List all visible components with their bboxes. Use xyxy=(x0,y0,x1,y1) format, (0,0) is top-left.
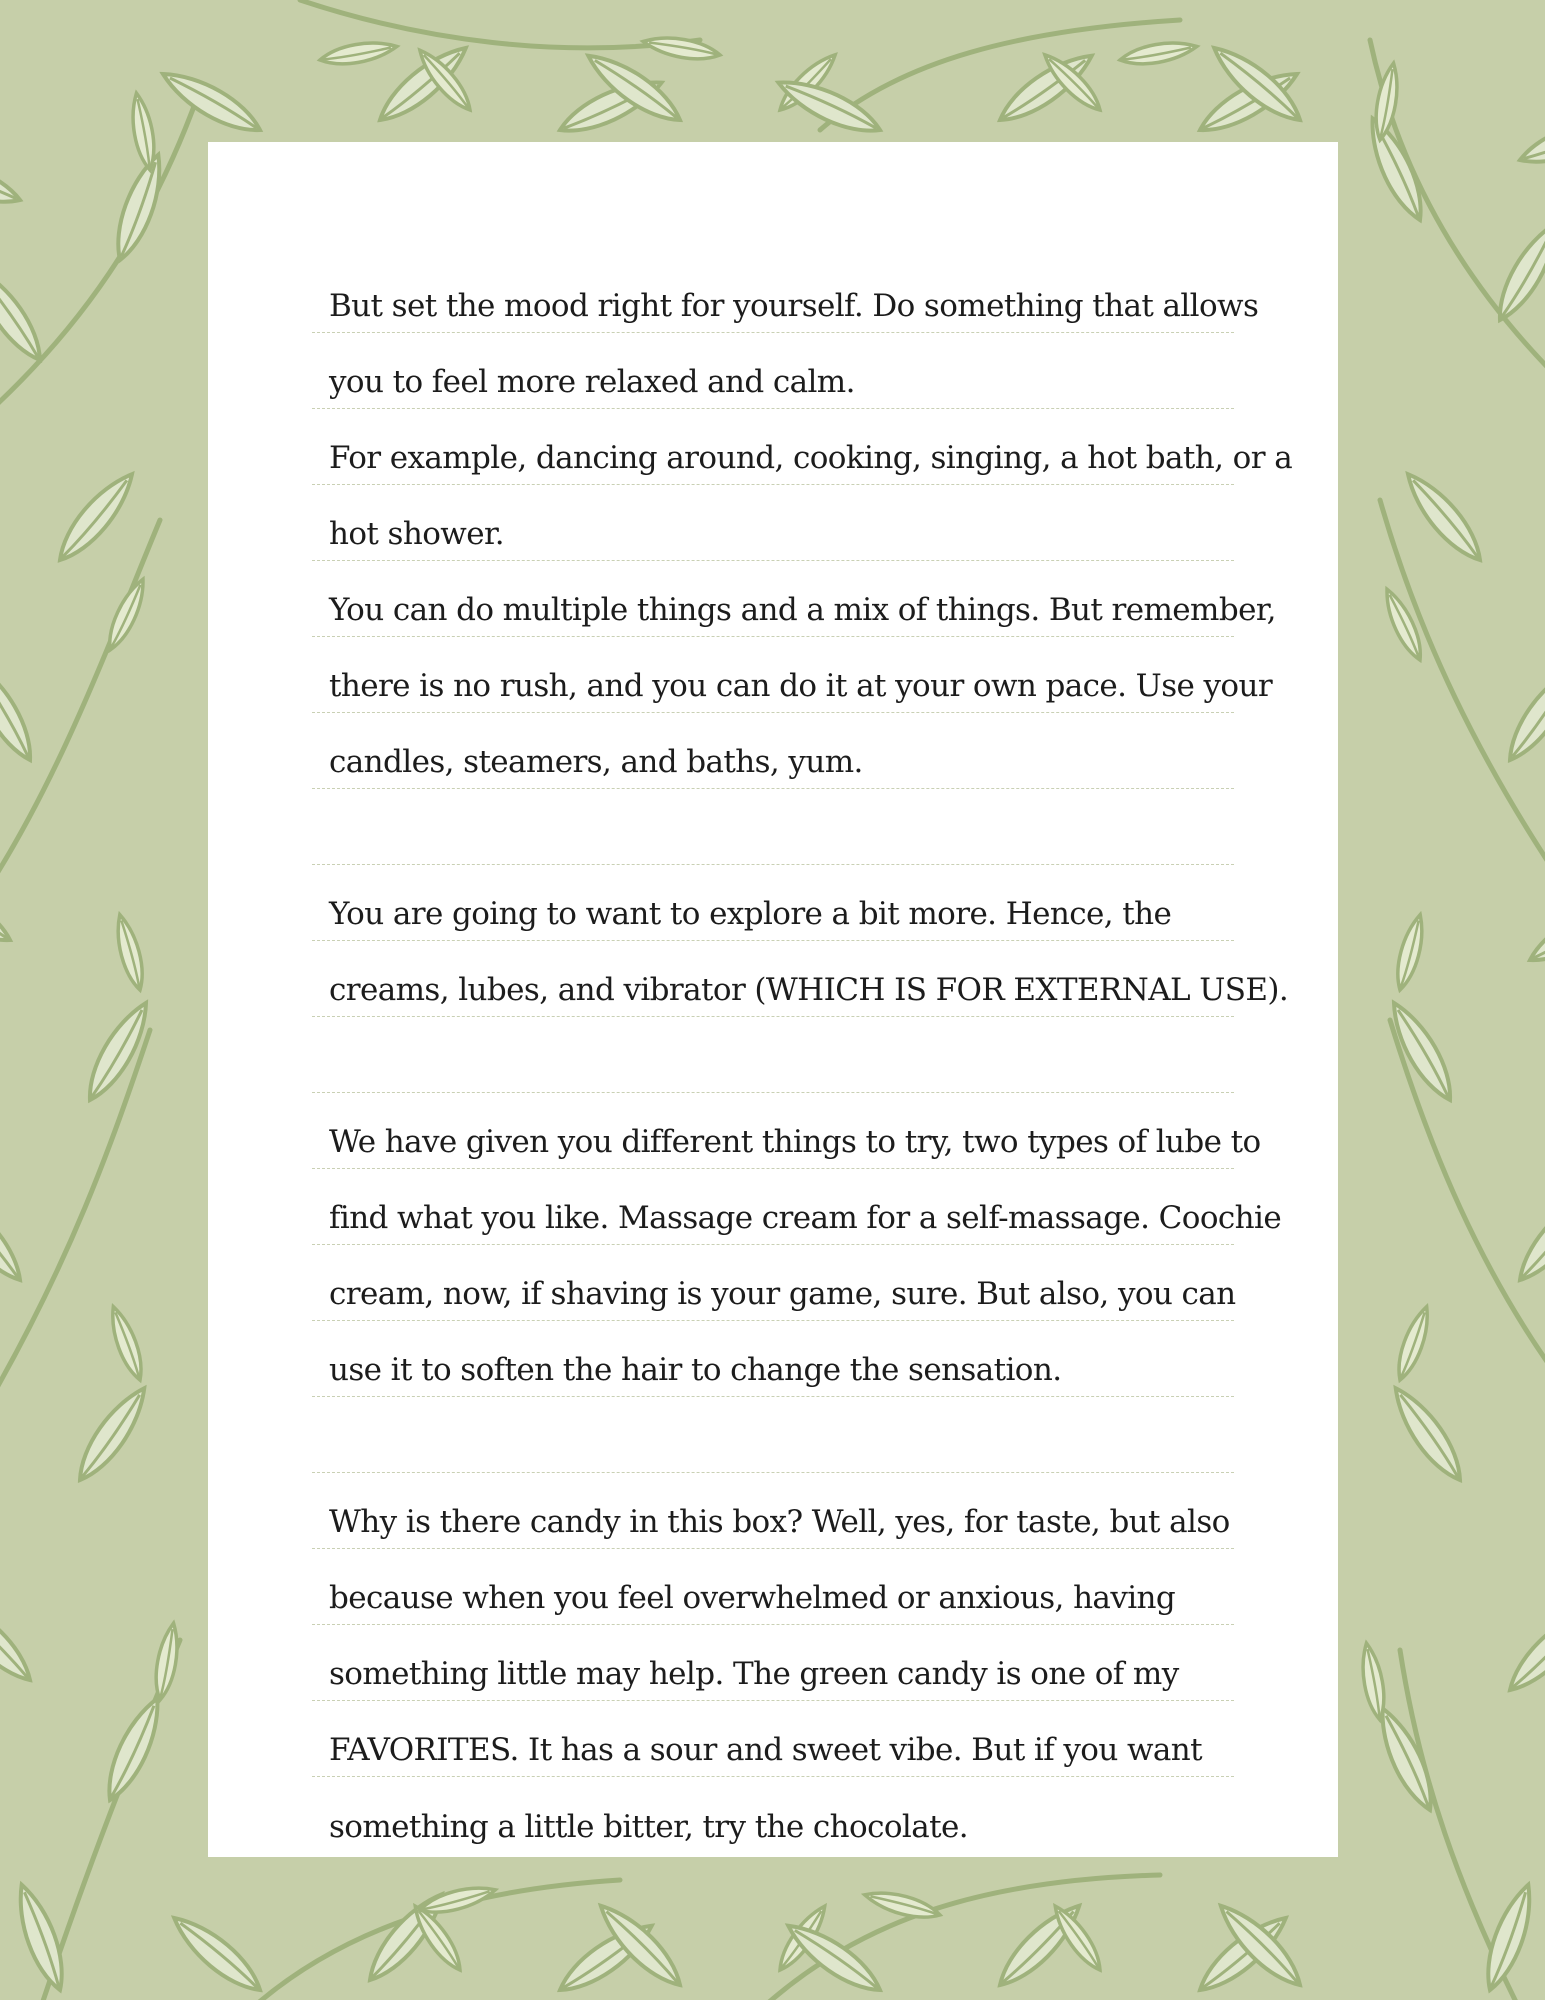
line-text: because when you feel overwhelmed or anxious, having xyxy=(329,1580,1176,1616)
line-text: Why is there candy in this box? Well, yes, for taste, but also xyxy=(329,1504,1230,1540)
text-line xyxy=(312,1473,1234,1549)
line-text: But set the mood right for yourself. Do something that allows xyxy=(329,288,1259,324)
line-text: For example, dancing around, cooking, singing, a hot bath, or a xyxy=(329,440,1293,476)
line-text: use it to soften the hair to change the sensation. xyxy=(329,1352,1062,1388)
text-line xyxy=(312,1017,1234,1093)
line-text: you to feel more relaxed and calm. xyxy=(329,364,855,400)
text-line xyxy=(312,1625,1234,1701)
text-line xyxy=(312,409,1293,485)
line-text: find what you like. Massage cream for a self-massage. Coochie xyxy=(329,1200,1282,1236)
line-text: You are going to want to explore a bit more. Hence, the xyxy=(329,896,1172,932)
line-text: hot shower. xyxy=(329,516,505,552)
text-line xyxy=(312,789,1234,865)
text-line xyxy=(312,1777,1234,1853)
text-line xyxy=(312,1701,1234,1777)
text-line xyxy=(312,561,1276,637)
line-text: candles, steamers, and baths, yum. xyxy=(329,744,863,780)
line-text: something little may help. The green candy is one of my xyxy=(329,1656,1179,1692)
text-line xyxy=(312,865,1234,941)
text-line xyxy=(312,1397,1234,1473)
text-card xyxy=(208,142,1338,1857)
ruled-text-lines xyxy=(312,257,1312,1853)
text-line xyxy=(312,637,1273,713)
text-line xyxy=(312,257,1259,333)
line-text: there is no rush, and you can do it at your own pace. Use your xyxy=(329,668,1273,704)
text-line xyxy=(312,1169,1282,1245)
line-text: creams, lubes, and vibrator (WHICH IS FOR EXTERNAL USE). xyxy=(329,972,1289,1008)
text-line xyxy=(312,1321,1234,1397)
text-line xyxy=(312,941,1289,1017)
text-line xyxy=(312,1245,1234,1321)
text-line xyxy=(312,713,1234,789)
line-text: You can do multiple things and a mix of things. But remember, xyxy=(329,592,1276,628)
line-text: cream, now, if shaving is your game, sure. But also, you can xyxy=(329,1276,1236,1312)
line-text: FAVORITES. It has a sour and sweet vibe. But if you want xyxy=(329,1732,1203,1768)
text-line xyxy=(312,1549,1234,1625)
text-line xyxy=(312,485,1234,561)
text-line xyxy=(312,333,1234,409)
line-text: We have given you different things to try, two types of lube to xyxy=(329,1124,1261,1160)
text-line xyxy=(312,1093,1261,1169)
line-text: something a little bitter, try the chocolate. xyxy=(329,1809,968,1845)
